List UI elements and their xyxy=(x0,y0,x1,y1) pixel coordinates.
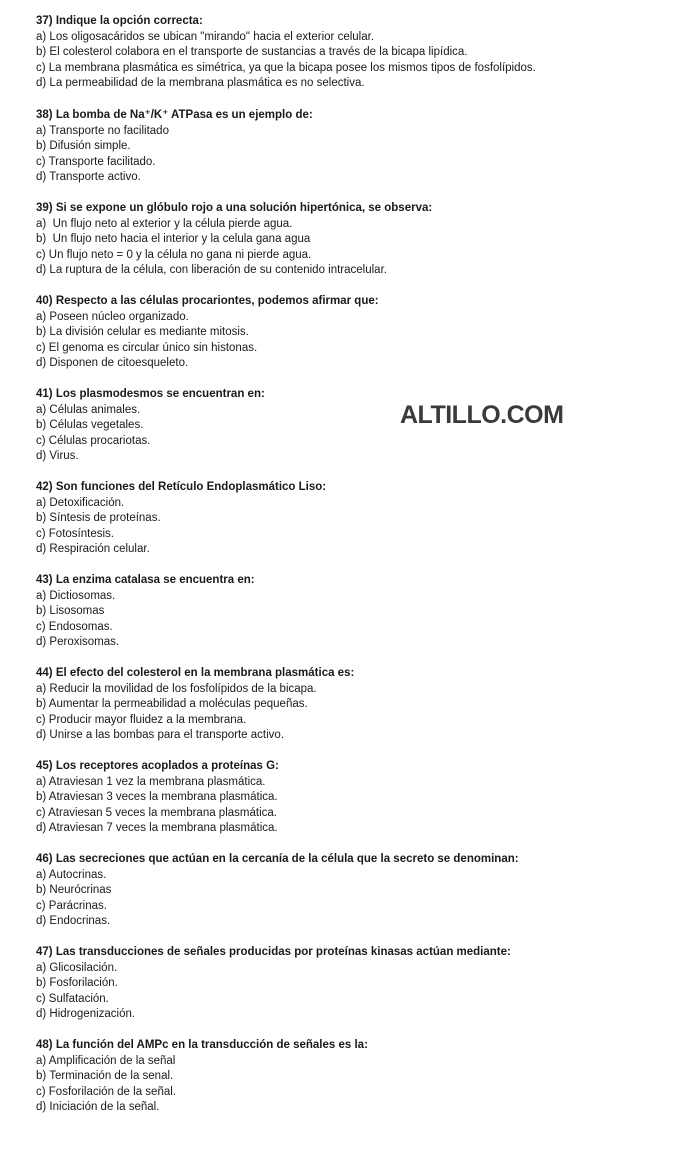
question-37 xyxy=(36,14,686,92)
option-a: a) Autocrinas. xyxy=(36,868,107,881)
question-45 xyxy=(36,759,686,837)
option-b: b) Células vegetales. xyxy=(36,419,144,431)
option-b: b) La división celular es mediante mitosis. xyxy=(36,326,249,338)
option-b: b) Neurócrinas xyxy=(36,884,112,896)
option-a: a) Un flujo neto al exterior y la célula pierde agua. xyxy=(36,217,293,230)
option-d: d) Peroxisomas. xyxy=(36,636,120,648)
option-b: b) El colesterol colabora en el transporte de sustancias a través de la bicapa lipídica. xyxy=(36,46,468,58)
option-d: d) Iniciación de la señal. xyxy=(36,1101,160,1113)
option-a: a) Reducir la movilidad de los fosfolípidos de la bicapa. xyxy=(36,682,317,695)
option-b: b) Un flujo neto hacia el interior y la celula gana agua xyxy=(36,233,311,245)
option-a: a) Glicosilación. xyxy=(36,961,118,974)
question-title: 45) Los receptores acoplados a proteínas G: xyxy=(36,760,279,772)
option-c: c) Un flujo neto = 0 y la célula no gana ni pierde agua. xyxy=(36,248,312,261)
option-d: d) Virus. xyxy=(36,450,79,462)
option-b: b) Terminación de la senal. xyxy=(36,1070,174,1082)
option-b: b) Difusión simple. xyxy=(36,140,131,152)
option-d: d) Atraviesan 7 veces la membrana plasmática. xyxy=(36,822,278,834)
option-a: a) Los oligosacáridos se ubican "mirando" hacia el exterior celular. xyxy=(36,30,375,43)
option-c: c) Fosforilación de la señal. xyxy=(36,1085,176,1098)
option-d: d) Unirse a las bombas para el transporte activo. xyxy=(36,729,285,741)
option-b: b) Fosforilación. xyxy=(36,977,118,989)
question-39 xyxy=(36,201,686,279)
option-a: a) Amplificación de la señal xyxy=(36,1054,176,1067)
question-title: 47) Las transducciones de señales producidas por proteínas kinasas actúan mediante: xyxy=(36,946,511,958)
option-b: b) Aumentar la permeabilidad a moléculas pequeñas. xyxy=(36,698,308,710)
option-d: d) La permeabilidad de la membrana plasmática es no selectiva. xyxy=(36,77,365,89)
question-title: 44) El efecto del colesterol en la membrana plasmática es: xyxy=(36,667,355,679)
option-c: c) Fotosíntesis. xyxy=(36,527,114,540)
question-46 xyxy=(36,852,686,930)
question-41 xyxy=(36,387,686,465)
option-c: c) Atraviesan 5 veces la membrana plasmática. xyxy=(36,806,277,819)
option-c: c) Sulfatación. xyxy=(36,992,109,1005)
option-a: a) Dictiosomas. xyxy=(36,589,116,602)
question-title: 37) Indique la opción correcta: xyxy=(36,15,203,27)
option-d: d) La ruptura de la célula, con liberación de su contenido intracelular. xyxy=(36,264,387,276)
question-title: 42) Son funciones del Retículo Endoplasmático Liso: xyxy=(36,481,327,493)
option-a: a) Poseen núcleo organizado. xyxy=(36,310,189,323)
question-38 xyxy=(36,108,686,186)
option-c: c) La membrana plasmática es simétrica, ya que la bicapa posee los mismos tipos de fosfolípidos. xyxy=(36,61,536,74)
question-48 xyxy=(36,1038,686,1116)
option-d: d) Hidrogenización. xyxy=(36,1008,136,1020)
question-title: 43) La enzima catalasa se encuentra en: xyxy=(36,574,255,586)
option-c: c) Endosomas. xyxy=(36,620,113,633)
question-title: 46) Las secreciones que actúan en la cercanía de la célula que la secreto se denominan: xyxy=(36,853,519,865)
option-c: c) Producir mayor fluidez a la membrana. xyxy=(36,713,247,726)
option-d: d) Disponen de citoesqueleto. xyxy=(36,357,189,369)
question-44 xyxy=(36,666,686,744)
option-c: c) Células procariotas. xyxy=(36,434,151,447)
option-a: a) Transporte no facilitado xyxy=(36,124,169,137)
option-c: c) El genoma es circular único sin histonas. xyxy=(36,341,258,354)
option-d: d) Endocrinas. xyxy=(36,915,111,927)
option-d: d) Transporte activo. xyxy=(36,171,141,183)
option-a: a) Detoxificación. xyxy=(36,496,125,509)
question-47 xyxy=(36,945,686,1023)
question-title: 40) Respecto a las células procariontes, podemos afirmar que: xyxy=(36,295,379,307)
watermark: ALTILLO.COM xyxy=(400,401,564,429)
option-c: c) Transporte facilitado. xyxy=(36,155,156,168)
question-title: 48) La función del AMPc en la transducción de señales es la: xyxy=(36,1039,368,1051)
option-b: b) Atraviesan 3 veces la membrana plasmática. xyxy=(36,791,278,803)
option-d: d) Respiración celular. xyxy=(36,543,150,555)
question-42 xyxy=(36,480,686,558)
option-b: b) Lisosomas xyxy=(36,605,105,617)
question-title: 41) Los plasmodesmos se encuentran en: xyxy=(36,388,265,400)
option-b: b) Síntesis de proteínas. xyxy=(36,512,161,524)
question-40 xyxy=(36,294,686,372)
option-a: a) Atraviesan 1 vez la membrana plasmática. xyxy=(36,775,266,788)
option-c: c) Parácrinas. xyxy=(36,899,107,912)
option-a: a) Células animales. xyxy=(36,403,141,416)
question-title: 38) La bomba de Na⁺/K⁺ ATPasa es un ejemplo de: xyxy=(36,109,313,121)
question-43 xyxy=(36,573,686,651)
question-title: 39) Si se expone un glóbulo rojo a una solución hipertónica, se observa: xyxy=(36,202,433,214)
